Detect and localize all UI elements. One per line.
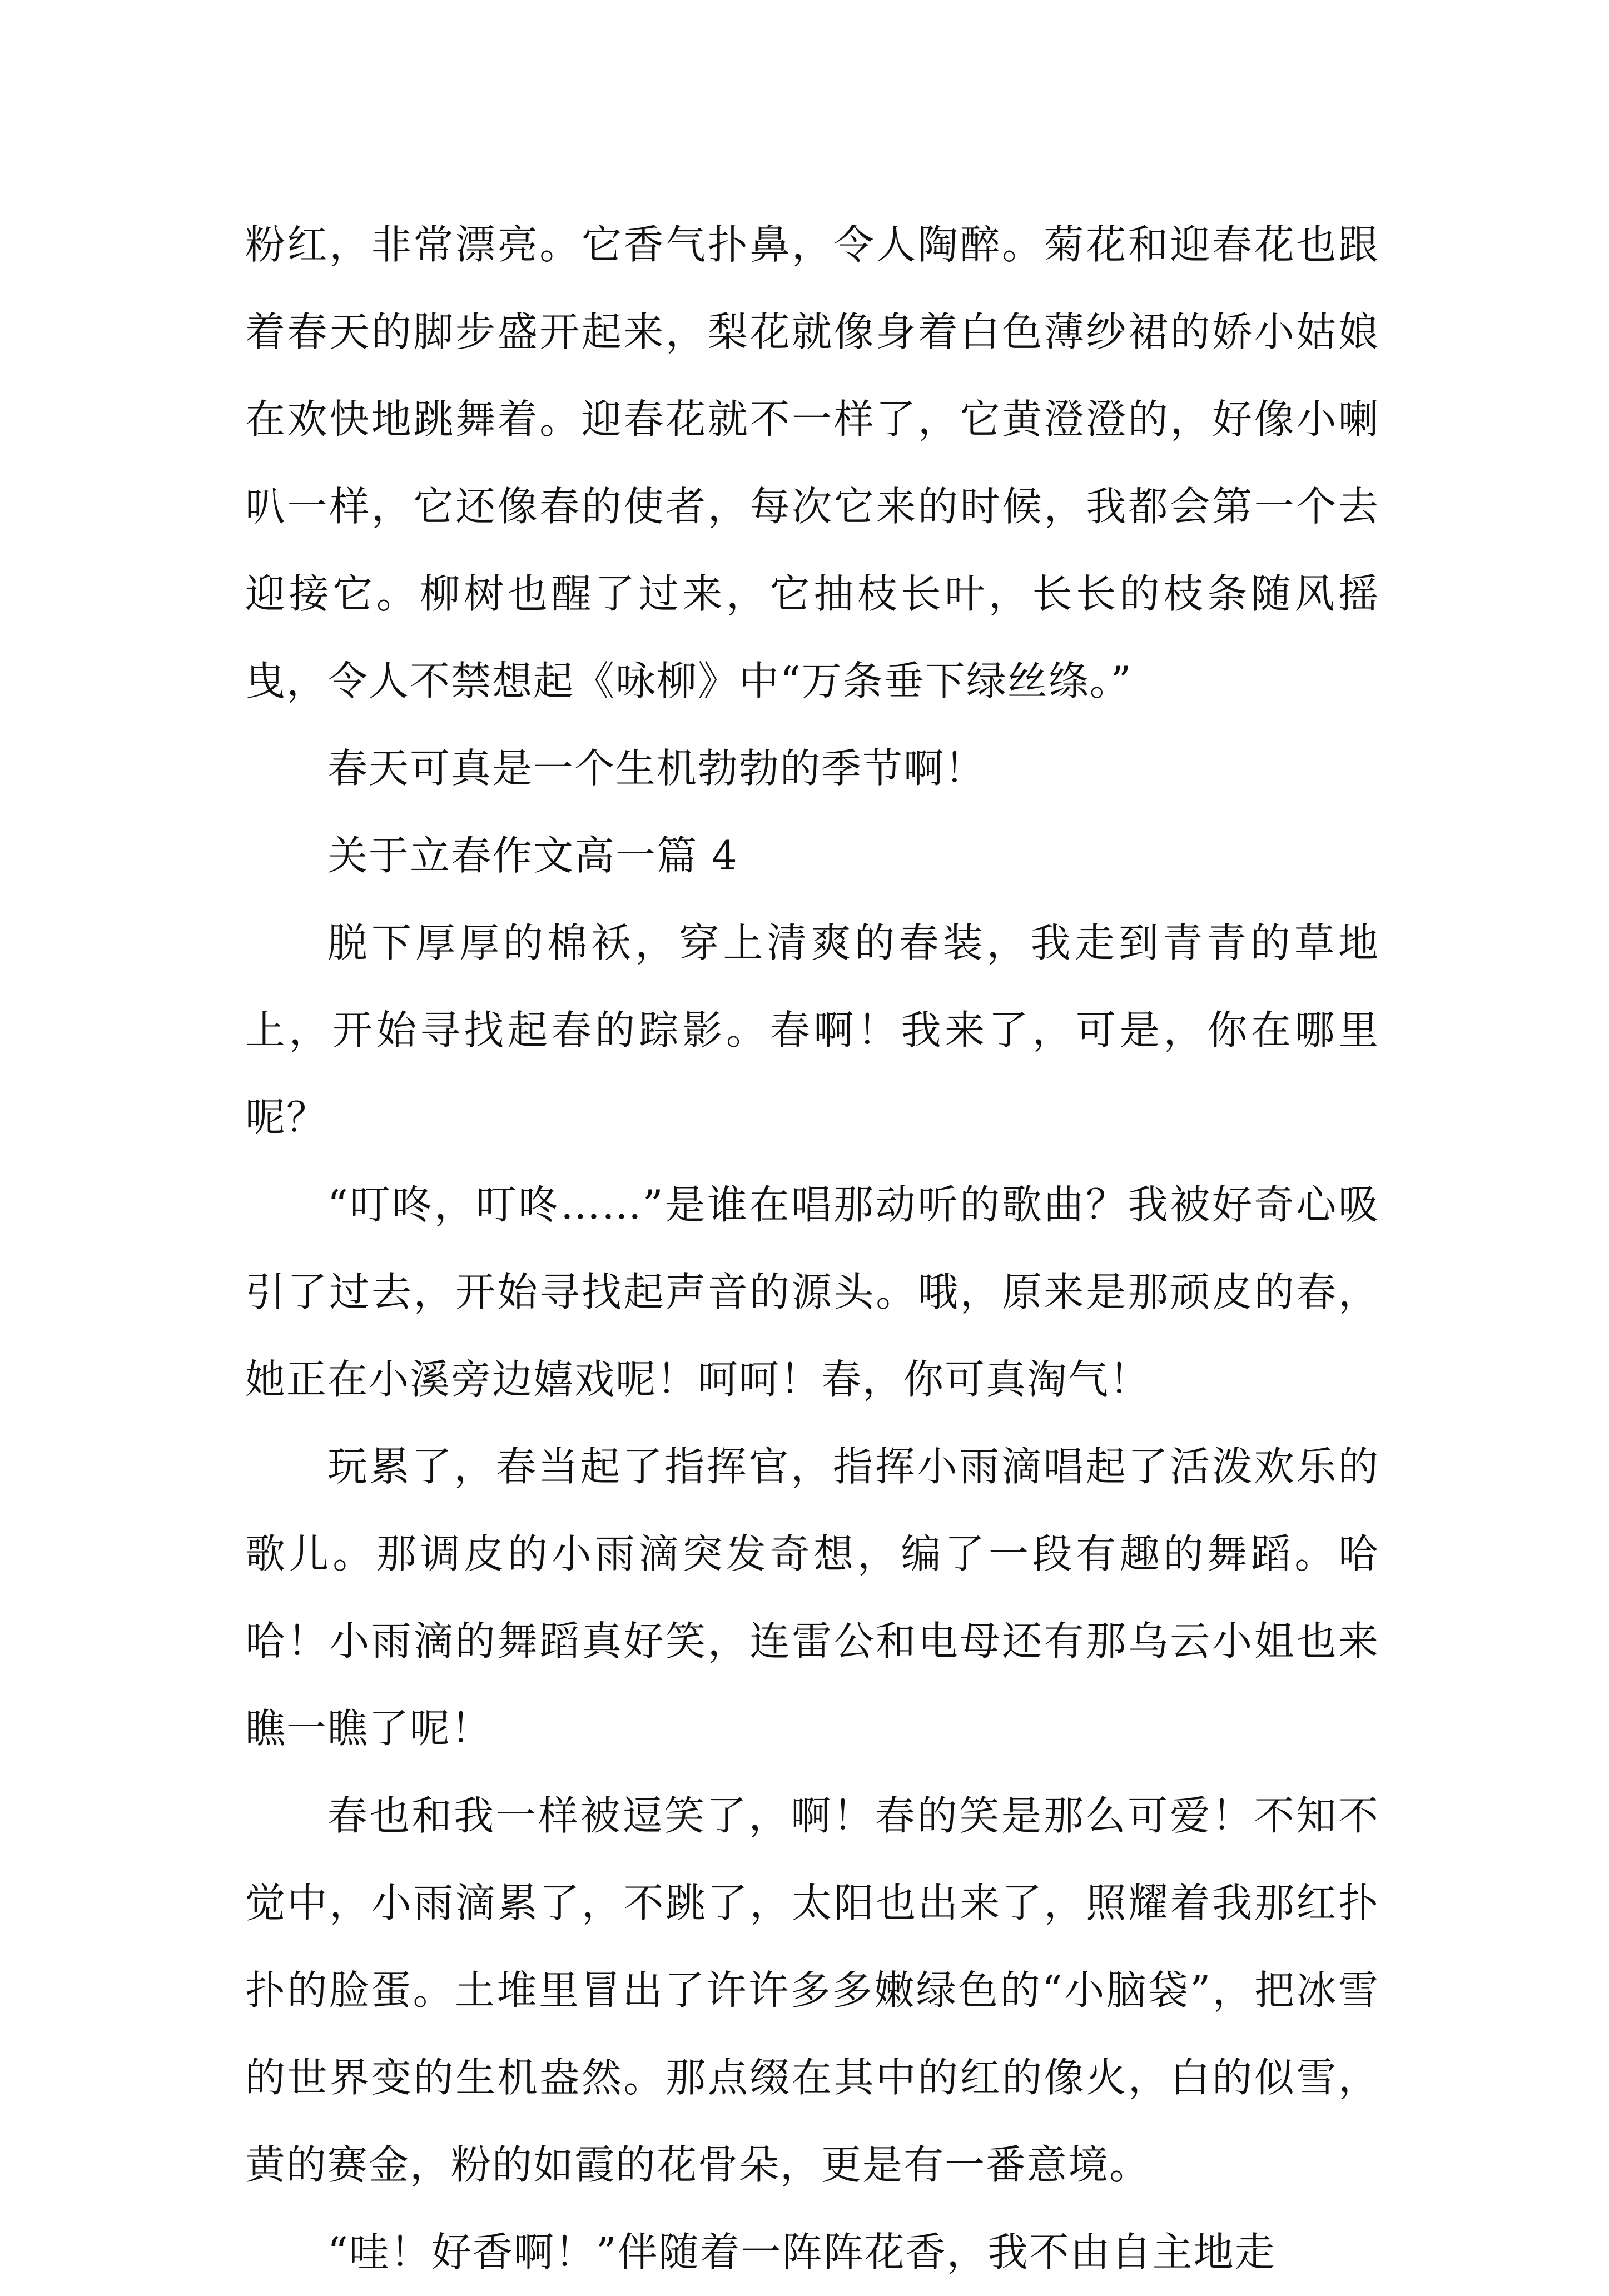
paragraph-3: 脱下厚厚的棉袄，穿上清爽的春装，我走到青青的草地上，开始寻找起春的踪影。春啊！我来了，可是，你在哪里呢？ xyxy=(245,920,1379,1141)
document-body xyxy=(245,201,1379,2296)
paragraph-2: 春天可真是一个生机勃勃的季节啊！ xyxy=(327,745,986,792)
paragraph-1: 粉红，非常漂亮。它香气扑鼻，令人陶醉。菊花和迎春花也跟着春天的脚步盛开起来，梨花就像身着白色薄纱裙的娇小姑娘在欢快地跳舞着。迎春花就不一样了，它黄澄澄的，好像小喇叭一样，它还像春的使者，每次它来的时候，我都会第一个去迎接它。柳树也醒了过来，它抽枝长叶，长长的枝条随风摇曳，令人不禁想起《咏柳》中“万条垂下绿丝绦。” xyxy=(245,221,1379,704)
paragraph-7: “哇！好香啊！”伴随着一阵阵花香，我不由自主地走 xyxy=(327,2229,1276,2275)
paragraph-4: “叮咚，叮咚……”是谁在唱那动听的歌曲？我被好奇心吸引了过去，开始寻找起声音的源头。哦，原来是那顽皮的春，她正在小溪旁边嬉戏呢！呵呵！春，你可真淘气！ xyxy=(245,1181,1379,1403)
paragraph-5: 玩累了，春当起了指挥官，指挥小雨滴唱起了活泼欢乐的歌儿。那调皮的小雨滴突发奇想，编了一段有趣的舞蹈。哈哈！小雨滴的舞蹈真好笑，连雷公和电母还有那乌云小姐也来瞧一瞧了呢！ xyxy=(245,1443,1379,1752)
section-heading: 关于立春作文高一篇 4 xyxy=(327,832,738,879)
paragraph-6: 春也和我一样被逗笑了，啊！春的笑是那么可爱！不知不觉中，小雨滴累了，不跳了，太阳也出来了，照耀着我那红扑扑的脸蛋。土堆里冒出了许许多多嫩绿色的“小脑袋”，把冰雪的世界变的生机盎然。那点缀在其中的红的像火，白的似雪，黄的赛金，粉的如霞的花骨朵，更是有一番意境。 xyxy=(245,1792,1379,2188)
